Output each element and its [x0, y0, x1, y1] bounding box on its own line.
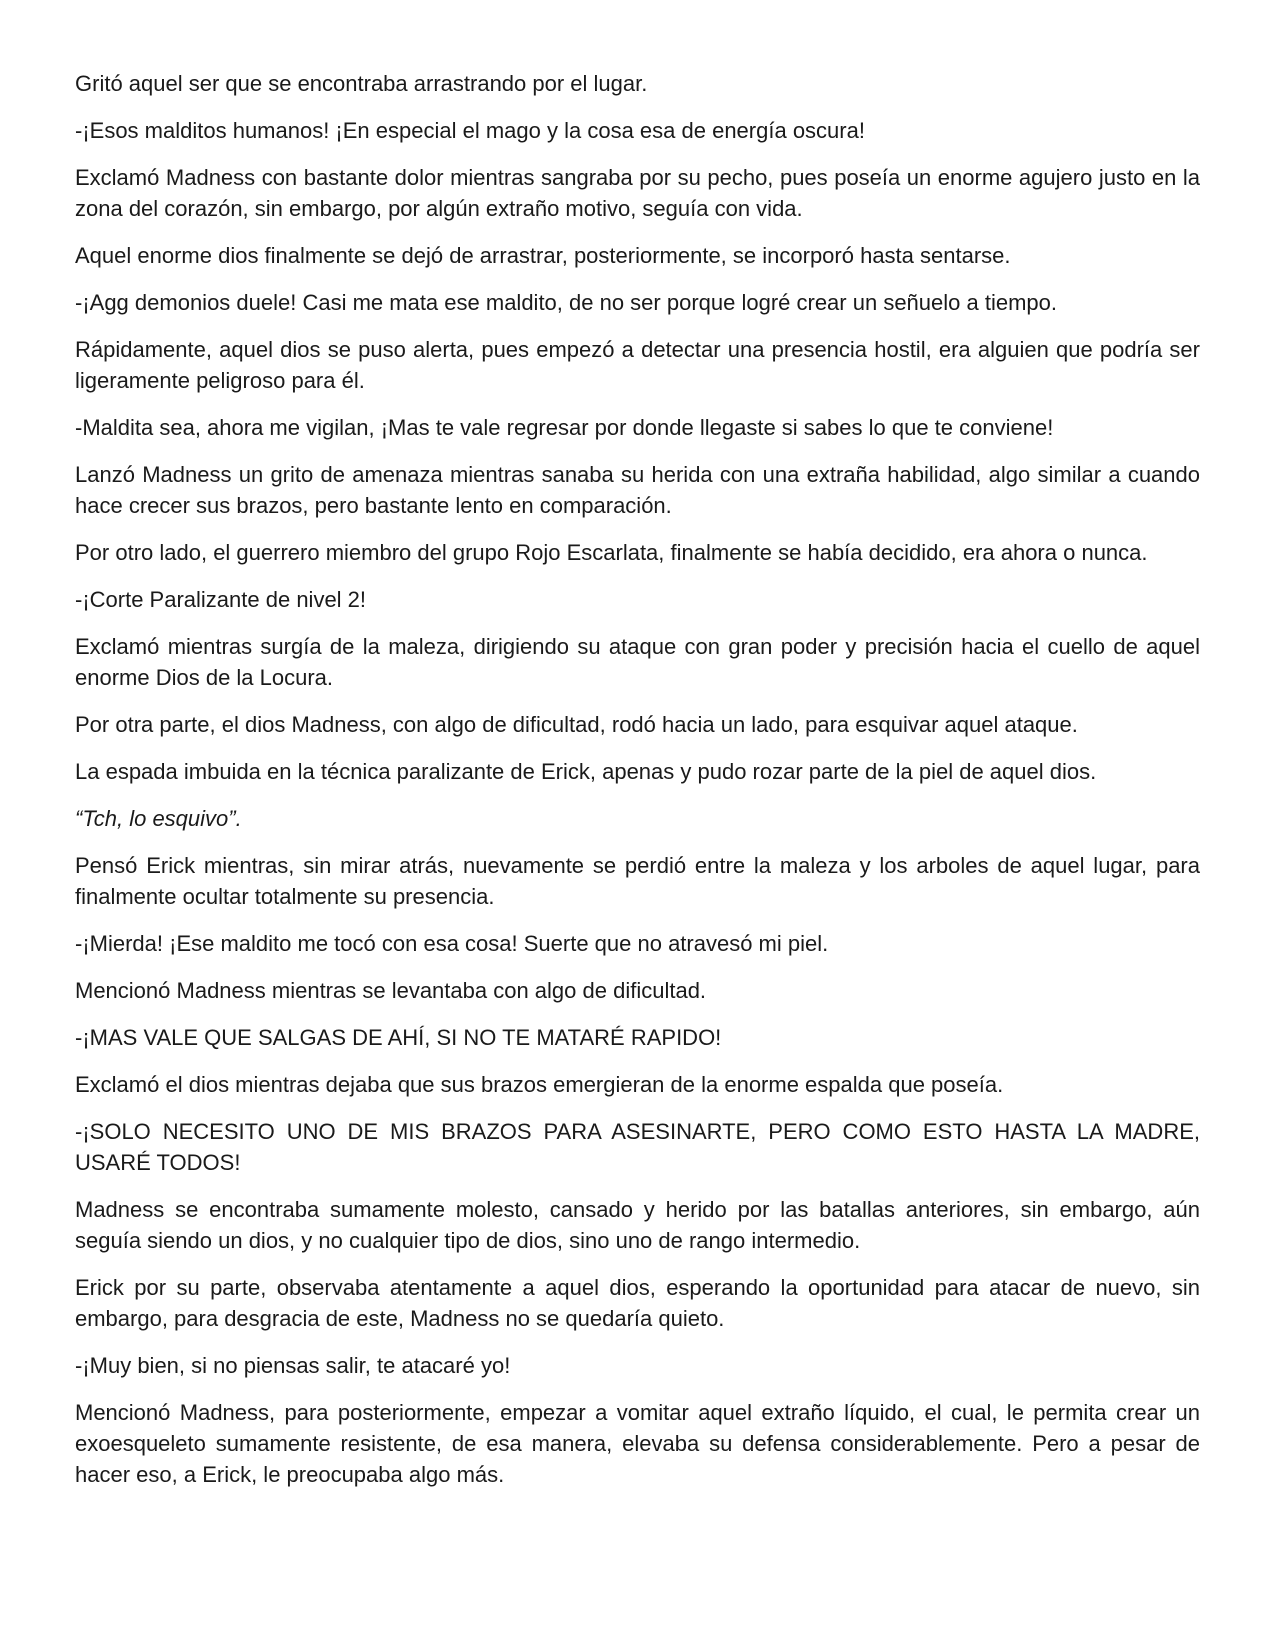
- paragraph-4: Aquel enorme dios finalmente se dejó de arrastrar, posteriormente, se incorporó hasta sentarse.: [75, 243, 1011, 268]
- paragraph-7: -Maldita sea, ahora me vigilan, ¡Mas te vale regresar por donde llegaste si sabes lo que te conviene!: [75, 415, 1054, 440]
- document-page: [75, 68, 1200, 1506]
- paragraph-18: -¡MAS VALE QUE SALGAS DE AHÍ, SI NO TE MATARÉ RAPIDO!: [75, 1025, 722, 1050]
- paragraph-2: -¡Esos malditos humanos! ¡En especial el mago y la cosa esa de energía oscura!: [75, 118, 865, 143]
- paragraph-15: Pensó Erick mientras, sin mirar atrás, nuevamente se perdió entre la maleza y los arboles de aquel lugar, para finalmente ocultar totalmente su presencia.: [75, 853, 1200, 909]
- paragraph-12: Por otra parte, el dios Madness, con algo de dificultad, rodó hacia un lado, para esquivar aquel ataque.: [75, 712, 1078, 737]
- paragraph-16: -¡Mierda! ¡Ese maldito me tocó con esa cosa! Suerte que no atravesó mi piel.: [75, 931, 829, 956]
- paragraph-11: Exclamó mientras surgía de la maleza, dirigiendo su ataque con gran poder y precisión hacia el cuello de aquel enorme Dios de la Locura.: [75, 634, 1200, 690]
- paragraph-14: “Tch, lo esquivo”.: [75, 806, 242, 831]
- paragraph-20: -¡SOLO NECESITO UNO DE MIS BRAZOS PARA ASESINARTE, PERO COMO ESTO HASTA LA MADRE, USARÉ TODOS!: [75, 1119, 1200, 1175]
- paragraph-19: Exclamó el dios mientras dejaba que sus brazos emergieran de la enorme espalda que poseía.: [75, 1072, 1004, 1097]
- paragraph-22: Erick por su parte, observaba atentamente a aquel dios, esperando la oportunidad para atacar de nuevo, sin embargo, para desgracia de este, Madness no se quedaría quieto.: [75, 1275, 1200, 1331]
- paragraph-24: Mencionó Madness, para posteriormente, empezar a vomitar aquel extraño líquido, el cual, le permita crear un exoesqueleto sumamente resistente, de esa manera, elevaba su defensa considerablemente. Pero a pesar de hacer eso, a Erick, le preocupaba algo más.: [75, 1400, 1200, 1487]
- paragraph-17: Mencionó Madness mientras se levantaba con algo de dificultad.: [75, 978, 707, 1003]
- paragraph-1: Gritó aquel ser que se encontraba arrastrando por el lugar.: [75, 71, 648, 96]
- paragraph-13: La espada imbuida en la técnica paralizante de Erick, apenas y pudo rozar parte de la piel de aquel dios.: [75, 759, 1097, 784]
- paragraph-5: -¡Agg demonios duele! Casi me mata ese maldito, de no ser porque logré crear un señuelo a tiempo.: [75, 290, 1057, 315]
- paragraph-9: Por otro lado, el guerrero miembro del grupo Rojo Escarlata, finalmente se había decidido, era ahora o nunca.: [75, 540, 1148, 565]
- paragraph-6: Rápidamente, aquel dios se puso alerta, pues empezó a detectar una presencia hostil, era alguien que podría ser ligeramente peligroso para él.: [75, 337, 1200, 393]
- paragraph-23: -¡Muy bien, si no piensas salir, te atacaré yo!: [75, 1353, 511, 1378]
- paragraph-21: Madness se encontraba sumamente molesto, cansado y herido por las batallas anteriores, sin embargo, aún seguía siendo un dios, y no cualquier tipo de dios, sino uno de rango intermedio.: [75, 1197, 1200, 1253]
- paragraph-10: -¡Corte Paralizante de nivel 2!: [75, 587, 367, 612]
- paragraph-3: Exclamó Madness con bastante dolor mientras sangraba por su pecho, pues poseía un enorme agujero justo en la zona del corazón, sin embargo, por algún extraño motivo, seguía con vida.: [75, 165, 1200, 221]
- paragraph-8: Lanzó Madness un grito de amenaza mientras sanaba su herida con una extraña habilidad, algo similar a cuando hace crecer sus brazos, pero bastante lento en comparación.: [75, 462, 1200, 518]
